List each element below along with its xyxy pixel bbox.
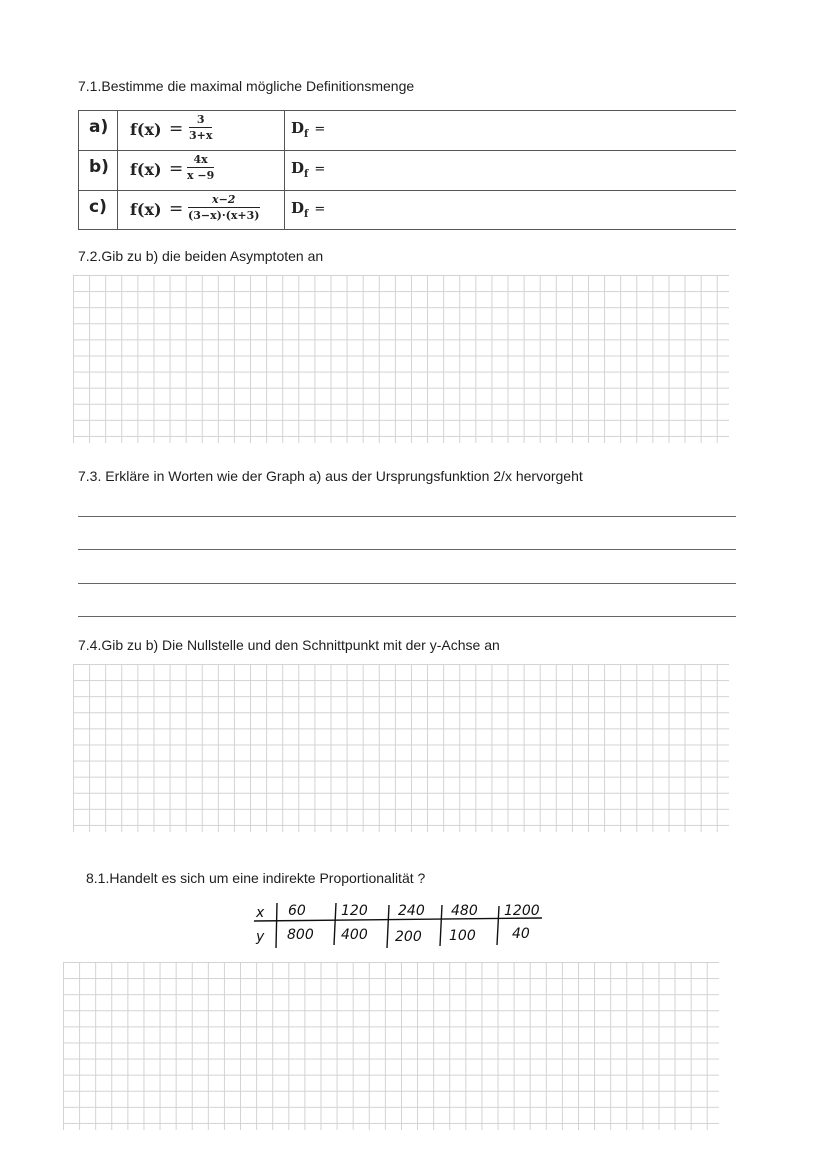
equals-sign: = — [169, 119, 184, 139]
numerator: x−2 — [188, 193, 260, 208]
row-label: a) — [89, 117, 109, 137]
grid-paper-8-1[interactable] — [63, 962, 719, 1130]
function-name: f(x) — [130, 160, 162, 179]
x-value: 1200 — [504, 903, 540, 919]
handwritten-value-table — [252, 893, 572, 955]
function-name: f(x) — [130, 120, 162, 139]
row-label-cell — [78, 111, 118, 150]
table-row — [78, 111, 736, 150]
domain-label: $D_f$ = — [291, 119, 326, 140]
heading-7-1: 7.1.Bestimme die maximal mögliche Definitionsmenge — [78, 78, 415, 94]
domain-label: $D_f$ = — [291, 159, 326, 180]
y-label: y — [256, 929, 265, 945]
heading-7-3: 7.3. Erkläre in Worten wie der Graph a) aus der Ursprungsfunktion 2/x hervorgeht — [78, 468, 583, 484]
row-label: b) — [89, 157, 109, 177]
denominator: x −9 — [187, 169, 215, 182]
grid-paper-7-2[interactable] — [73, 275, 729, 443]
x-label: x — [256, 905, 265, 921]
fraction — [187, 153, 214, 182]
equals-sign: = — [169, 199, 184, 219]
answer-cell[interactable] — [285, 111, 736, 150]
heading-7-2: 7.2.Gib zu b) die beiden Asymptoten an — [78, 248, 324, 264]
y-value: 400 — [341, 927, 368, 943]
fraction — [188, 193, 260, 222]
answer-cell[interactable] — [285, 191, 736, 230]
function-cell — [117, 151, 285, 190]
row-label-cell — [78, 151, 118, 190]
denominator: 3+x — [189, 129, 213, 142]
row-label-cell — [78, 191, 118, 230]
x-value: 240 — [398, 903, 425, 919]
writing-line[interactable] — [78, 516, 736, 517]
heading-7-4: 7.4.Gib zu b) Die Nullstelle und den Schnittpunkt mit der y-Achse an — [78, 637, 500, 653]
x-value: 60 — [288, 903, 306, 919]
denominator: (3−x)·(x+3) — [188, 209, 260, 222]
heading-8-1: 8.1.Handelt es sich um eine indirekte Proportionalität ? — [86, 870, 426, 886]
table-row — [78, 150, 736, 190]
equals-sign: = — [169, 159, 184, 179]
y-value: 40 — [512, 926, 530, 942]
x-value: 480 — [451, 903, 478, 919]
domain-table — [78, 110, 736, 230]
grid-paper-7-4[interactable] — [73, 664, 729, 832]
function-cell — [117, 191, 285, 230]
x-value: 120 — [341, 903, 368, 919]
table-separator — [276, 903, 277, 948]
domain-label: $D_f$ = — [291, 199, 326, 220]
numerator: 3 — [189, 113, 212, 128]
table-row — [78, 190, 736, 230]
answer-cell[interactable] — [285, 151, 736, 190]
fraction — [189, 113, 212, 142]
function-name: f(x) — [130, 200, 162, 219]
writing-line[interactable] — [78, 583, 736, 584]
writing-line[interactable] — [78, 616, 736, 617]
writing-line[interactable] — [78, 549, 736, 550]
y-value: 100 — [449, 928, 476, 944]
y-value: 200 — [395, 929, 422, 945]
numerator: 4x — [187, 153, 214, 168]
function-cell — [117, 111, 285, 150]
row-label: c) — [89, 197, 107, 217]
y-value: 800 — [287, 927, 314, 943]
